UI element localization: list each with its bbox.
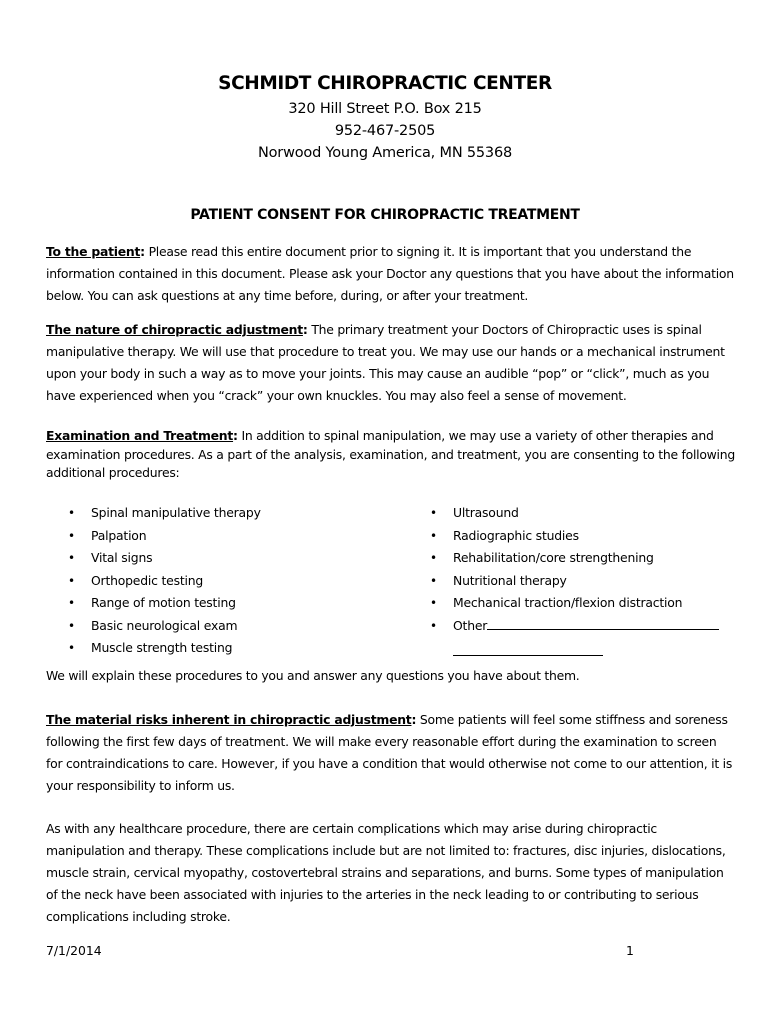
bullet-icon: • bbox=[68, 506, 75, 520]
list-item: • Radiographic studies bbox=[430, 525, 750, 548]
list-item: • Muscle strength testing bbox=[68, 637, 368, 660]
bullet-icon: • bbox=[430, 506, 437, 520]
other-procedure-item bbox=[430, 615, 750, 638]
list-item: • Range of motion testing bbox=[68, 592, 368, 615]
to-patient-label: To the patient bbox=[46, 244, 141, 259]
bullet-icon: • bbox=[68, 551, 75, 565]
clinic-street-address: 320 Hill Street P.O. Box 215 bbox=[288, 101, 482, 117]
bullet-icon: • bbox=[430, 573, 437, 588]
other-label: Other bbox=[453, 617, 488, 633]
bullet-icon: • bbox=[68, 573, 75, 588]
nature-label: The nature of chiropractic adjustment bbox=[46, 322, 303, 337]
bullet-icon: • bbox=[68, 641, 75, 655]
list-item: • Basic neurological exam bbox=[68, 615, 368, 638]
list-item: • Vital signs bbox=[68, 547, 368, 570]
list-item: • Spinal manipulative therapy bbox=[68, 502, 368, 525]
clinic-phone: 952-467-2505 bbox=[334, 123, 436, 139]
bullet-icon: • bbox=[430, 528, 437, 543]
procedures-list-right bbox=[430, 502, 750, 637]
examination-label: Examination and Treatment bbox=[46, 428, 234, 443]
examination-paragraph: Examination and Treatment: In addition to spinal manipulation, we may use a variety of other therapies and examination procedures. As a part of the analysis, examination, and treatment, you are consenting to the following additional procedures: bbox=[46, 428, 735, 480]
procedures-list-left bbox=[68, 502, 368, 660]
clinic-name: SCHMIDT CHIROPRACTIC CENTER bbox=[218, 73, 552, 94]
list-item: • Mechanical traction/flexion distraction bbox=[430, 592, 750, 615]
explain-paragraph: We will explain these procedures to you and answer any questions you have about them. bbox=[46, 668, 580, 683]
complications-paragraph: As with any healthcare procedure, there are certain complications which may arise during chiropractic manipulation and therapy. These complications include but are not limited to: fractures, disc injuries, dislocations, muscle strain, cervical myopathy, costovertebral strains and separations, and burns. Some types of manipulation of the neck have been associated with injuries to the arteries in the neck leading to or contributing to serious complications including stroke. bbox=[46, 821, 726, 924]
other-procedure-blank-line-2[interactable] bbox=[453, 641, 603, 656]
bullet-icon: • bbox=[430, 596, 437, 610]
list-item: • Ultrasound bbox=[430, 502, 750, 525]
bullet-icon: • bbox=[430, 618, 437, 633]
other-procedure-blank[interactable] bbox=[487, 615, 719, 630]
bullet-icon: • bbox=[68, 618, 75, 633]
clinic-city: Norwood Young America, MN 55368 bbox=[257, 145, 512, 161]
bullet-icon: • bbox=[430, 551, 437, 565]
material-risks-text: Some patients will feel some stiffness and soreness following the first few days of treatment. We will make every reasonable effort during the examination to screen for contraindications to care. However, if you have a condition that would otherwise not come to our attention, it is your responsibility to inform us. bbox=[46, 712, 733, 793]
list-item: • Palpation bbox=[68, 525, 368, 548]
footer-date: 7/1/2014 bbox=[46, 943, 102, 958]
examination-text: In addition to spinal manipulation, we may use a variety of other therapies and examination procedures. As a part of the analysis, examination, and treatment, you are consenting to the following additional procedures: bbox=[46, 428, 735, 480]
nature-text: The primary treatment your Doctors of Chiropractic uses is spinal manipulative therapy. We will use that procedure to treat you. We may use our hands or a mechanical instrument upon your body in such a way as to move your joints. This may cause an audible “pop” or “click”, much as you have experienced when you “crack” your own knuckles. You may also feel a sense of movement. bbox=[46, 322, 725, 403]
bullet-icon: • bbox=[68, 528, 75, 543]
nature-paragraph: The nature of chiropractic adjustment: The primary treatment your Doctors of Chiropractic uses is spinal manipulative therapy. We will use that procedure to treat you. We may use our hands or a mechanical instrument upon your body in such a way as to move your joints. This may cause an audible “pop” or “click”, much as you have experienced when you “crack” your own knuckles. You may also feel a sense of movement. bbox=[46, 322, 725, 403]
material-risks-label: The material risks inherent in chiropractic adjustment bbox=[46, 712, 412, 727]
to-patient-text: Please read this entire document prior to signing it. It is important that you understand the information contained in this document. Please ask your Doctor any questions that you have about the information below. You can ask questions at any time before, during, or after your treatment. bbox=[46, 244, 734, 303]
material-risks-paragraph: The material risks inherent in chiropractic adjustment: Some patients will feel some stiffness and soreness following the first few days of treatment. We will make every reasonable effort during the examination to screen for contraindications to care. However, if you have a condition that would otherwise not come to our attention, it is your responsibility to inform us. bbox=[46, 712, 733, 793]
list-item: • Orthopedic testing bbox=[68, 570, 368, 593]
document-title: PATIENT CONSENT FOR CHIROPRACTIC TREATMENT bbox=[190, 207, 580, 223]
list-item: • Rehabilitation/core strengthening bbox=[430, 547, 750, 570]
page-number: 1 bbox=[626, 943, 634, 958]
to-patient-paragraph: To the patient: Please read this entire document prior to signing it. It is important that you understand the information contained in this document. Please ask your Doctor any questions that you have about the information below. You can ask questions at any time before, during, or after your treatment. bbox=[46, 244, 734, 303]
list-item: • Nutritional therapy bbox=[430, 570, 750, 593]
bullet-icon: • bbox=[68, 596, 75, 610]
